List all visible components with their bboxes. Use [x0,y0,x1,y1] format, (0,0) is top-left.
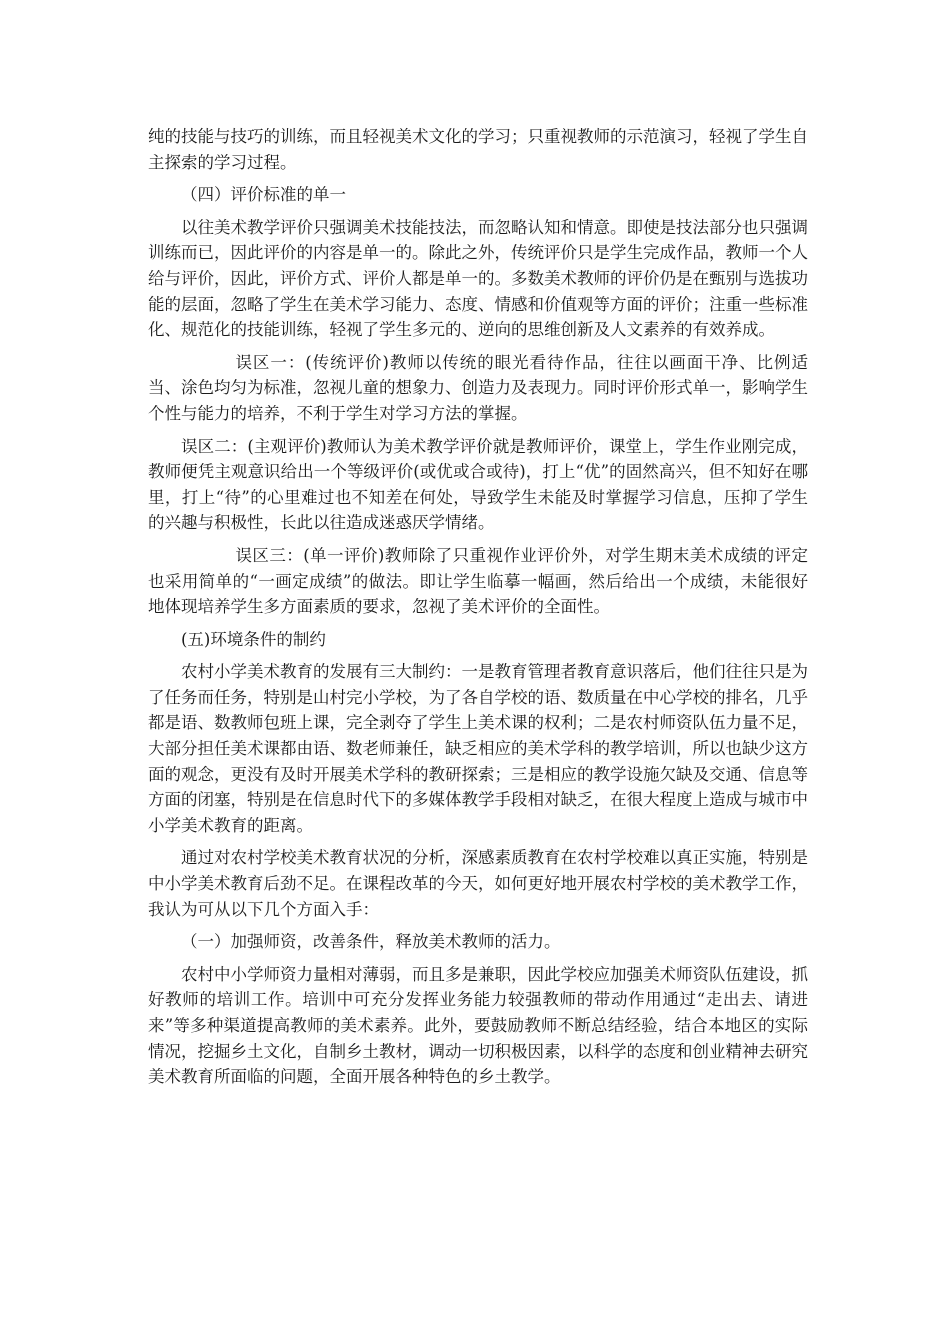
paragraph-environment-constraints: 农村小学美术教育的发展有三大制约：一是教育管理者教育意识落后，他们往往只是为了任务而任务，特别是山村完小学校，为了各自学校的语、数质量在中心学校的排名，几乎都是语、数教师包班上课，完全剥夺了学生上美术课的权利；二是农村师资队伍力量不足，大部分担任美术课都由语、数老师兼任，缺乏相应的美术学科的教学培训，所以也缺少这方面的观念，更没有及时开展美术学科的教研探索；三是相应的教学设施欠缺及交通、信息等方面的闭塞，特别是在信息时代下的多媒体教学手段相对缺乏，在很大程度上造成与城市中小学美术教育的距离。 [148,662,808,835]
paragraph-teacher-training: 农村中小学师资力量相对薄弱，而且多是兼职，因此学校应加强美术师资队伍建设，抓好教师的培训工作。培训中可充分发挥业务能力较强教师的带动作用通过“走出去、请进来”等多种渠道提高教师的美术素养。此外，要鼓励教师不断总结经验，结合本地区的实际情况，挖掘乡土文化，自制乡土教材，调动一切积极因素，以科学的态度和创业精神去研究美术教育所面临的问题，全面开展各种特色的乡土教学。 [148,964,808,1087]
paragraph-continuation: 纯的技能与技巧的训练，而且轻视美术文化的学习；只重视教师的示范演习，轻视了学生自主探索的学习过程。 [148,127,808,172]
section-heading-strengthen-teachers: （一）加强师资，改善条件，释放美术教师的活力。 [181,932,561,952]
paragraph-misconception-2: 误区二：(主观评价)教师认为美术教学评价就是教师评价，课堂上，学生作业刚完成，教师便凭主观意识给出一个等级评价(或优或合或待)，打上“优”的固然高兴，但不知好在哪里，打上“待”的心里难过也不知差在何处，导致学生未能及时掌握学习信息，压抑了学生的兴趣与积极性，长此以往造成迷惑厌学情绪。 [148,436,808,533]
paragraph-misconception-3: 误区三：(单一评价)教师除了只重视作业评价外，对学生期末美术成绩的评定也采用简单的“一画定成绩”的做法。即让学生临摹一幅画，然后给出一个成绩，未能很好地体现培养学生多方面素质的要求，忽视了美术评价的全面性。 [148,545,808,617]
paragraph-misconception-1: 误区一：(传统评价)教师以传统的眼光看待作品，往往以画面干净、比例适当、涂色均匀为标准，忽视儿童的想象力、创造力及表现力。同时评价形式单一，影响学生个性与能力的培养，不利于学生对学习方法的掌握。 [148,352,808,423]
paragraph-analysis-summary: 通过对农村学校美术教育状况的分析，深感素质教育在农村学校难以真正实施，特别是中小学美术教育后劲不足。在课程改革的今天，如何更好地开展农村学校的美术教学工作，我认为可从以下几个方面入手： [148,848,808,919]
section-heading-evaluation-standard: （四）评价标准的单一 [181,185,346,205]
paragraph-evaluation-single: 以往美术教学评价只强调美术技能技法，而忽略认知和情意。即使是技法部分也只强调训练而已，因此评价的内容是单一的。除此之外，传统评价只是学生完成作品，教师一个人给与评价，因此，评价方式、评价人都是单一的。多数美术教师的评价仍是在甄别与选拔功能的层面，忽略了学生在美术学习能力、态度、情感和价值观等方面的评价；注重一些标准化、规范化的技能训练，轻视了学生多元的、逆向的思维创新及人文素养的有效养成。 [148,217,808,340]
section-heading-environment: (五)环境条件的制约 [181,629,326,649]
document-page [148,124,808,1097]
